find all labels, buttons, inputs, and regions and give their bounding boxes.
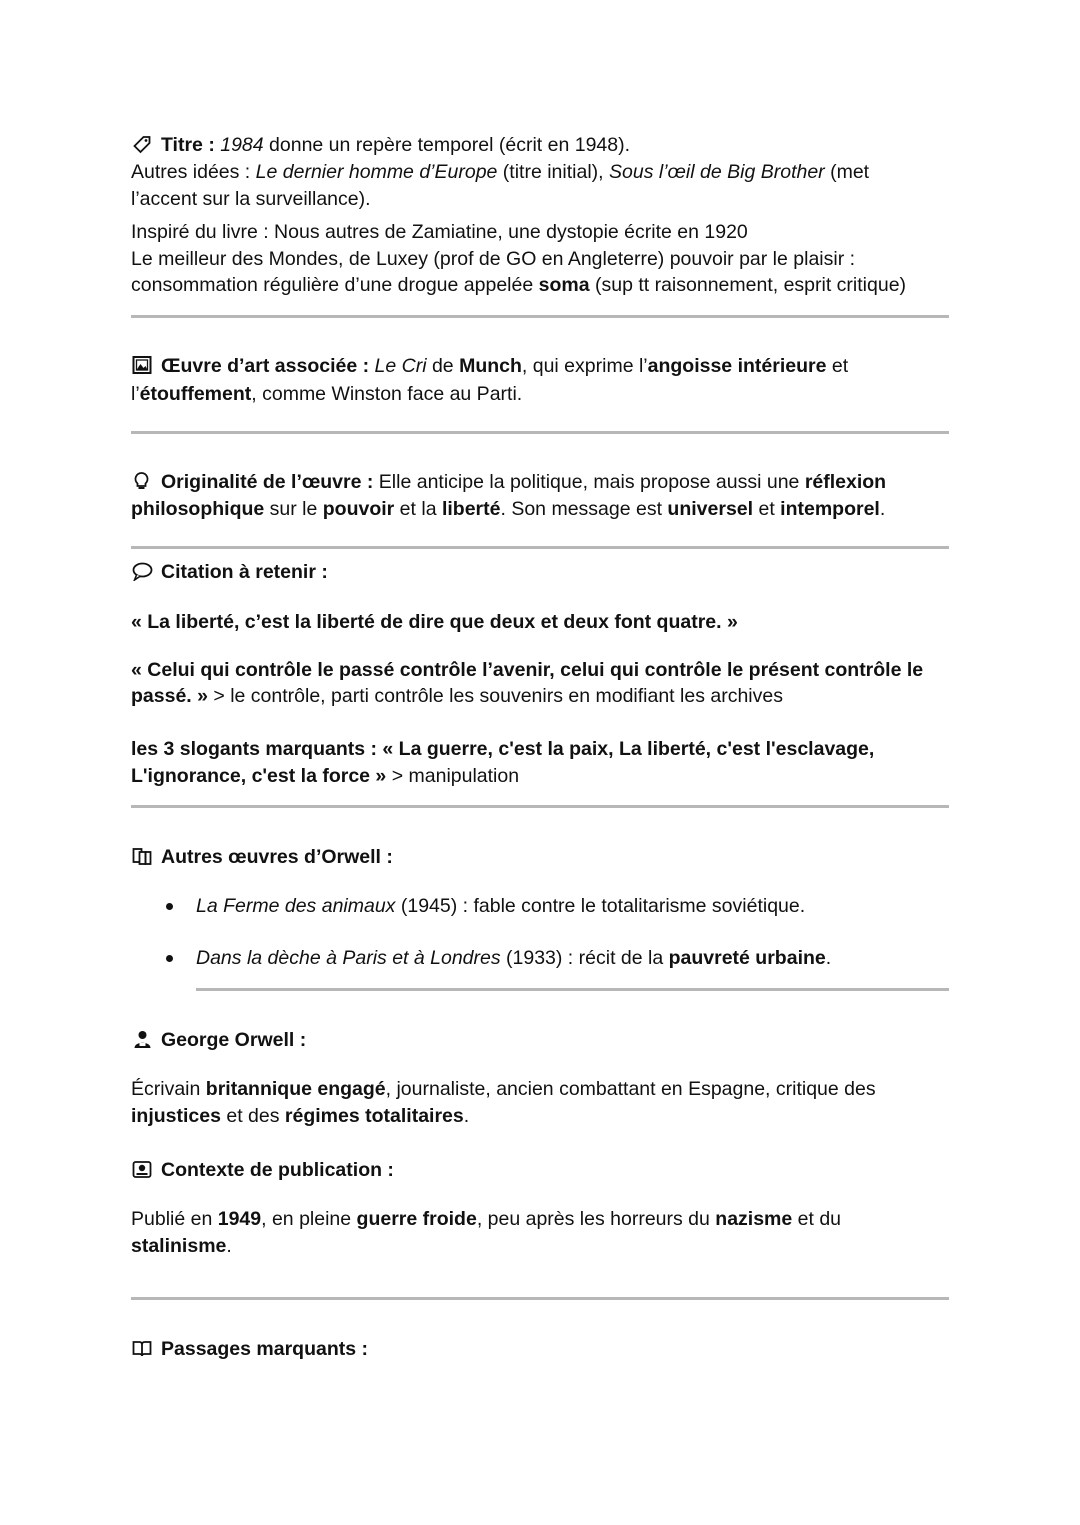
text-run: .	[879, 498, 886, 520]
text-run: . Son message est	[500, 498, 668, 520]
text-run: passé. »	[131, 685, 208, 707]
text-run: philosophique	[131, 498, 265, 520]
other-works-heading	[131, 844, 393, 870]
text-run: universel	[667, 498, 754, 520]
text-run: Titre :	[161, 134, 221, 156]
text-run: régimes totalitaires	[284, 1105, 464, 1127]
text-run: sur le	[264, 498, 323, 520]
text-run: Elle anticipe la politique, mais propose aussi une	[378, 471, 805, 493]
text-run: étouffement	[139, 383, 252, 405]
text-run: soma	[538, 274, 590, 296]
text-run: , comme Winston face au Parti.	[251, 383, 523, 405]
text-run: Dans la dèche à Paris et à Londres	[196, 947, 501, 969]
text-run: donne un repère temporel (écrit en 1948).	[263, 134, 631, 156]
text-run: Inspiré du livre : Nous autres de Zamiatine, une dystopie écrite en 1920	[131, 221, 748, 243]
text-line	[131, 736, 874, 762]
text-run: « La liberté, c’est la liberté de dire que deux et deux font quatre. »	[131, 611, 738, 633]
text-run: .	[226, 1235, 232, 1257]
text-run: Le Cri	[374, 355, 427, 377]
divider	[131, 1297, 949, 1300]
originality-heading	[131, 469, 886, 495]
text-run: Contexte de publication :	[161, 1159, 394, 1181]
text-line	[131, 683, 783, 709]
text-run: George Orwell :	[161, 1029, 307, 1051]
text-run: l’	[131, 383, 140, 405]
books-icon	[131, 846, 153, 866]
text-run: pauvreté urbaine	[668, 947, 826, 969]
text-run: liberté	[441, 498, 501, 520]
artwork-heading	[131, 353, 848, 379]
text-run: (sup tt raisonnement, esprit critique)	[589, 274, 907, 296]
text-run: pouvoir	[322, 498, 395, 520]
newspaper-icon	[131, 1159, 153, 1179]
text-run: britannique engagé	[205, 1078, 386, 1100]
text-run: (1933) : récit de la	[500, 947, 669, 969]
text-run: l’accent sur la surveillance).	[131, 188, 371, 210]
text-run: Écrivain	[131, 1078, 206, 1100]
text-line	[131, 1076, 876, 1102]
open-book-icon	[131, 1338, 153, 1358]
quote-line	[131, 609, 738, 635]
text-line	[131, 381, 522, 407]
text-line	[131, 219, 748, 245]
text-run: intemporel	[780, 498, 880, 520]
text-run: stalinisme	[131, 1235, 227, 1257]
text-run: et des	[220, 1105, 285, 1127]
text-line	[131, 246, 855, 272]
text-run: > manipulation	[386, 765, 520, 787]
divider	[131, 315, 949, 318]
text-run: Le dernier homme d’Europe	[255, 161, 498, 183]
text-run: angoisse intérieure	[647, 355, 827, 377]
list-item	[196, 893, 805, 919]
text-run: Œuvre d’art associée :	[161, 355, 375, 377]
text-run: , journaliste, ancien combattant en Espagne, critique des	[385, 1078, 876, 1100]
text-run: Sous l’œil de Big Brother	[609, 161, 825, 183]
person-icon	[131, 1029, 153, 1049]
divider	[131, 431, 949, 434]
framed-picture-icon	[131, 355, 153, 375]
text-line	[131, 1103, 469, 1129]
list-item	[196, 945, 831, 971]
text-run: Originalité de l’œuvre :	[161, 471, 379, 493]
text-run: (1945) : fable contre le totalitarisme soviétique.	[395, 895, 806, 917]
text-line	[131, 159, 869, 185]
text-run: nazisme	[715, 1208, 793, 1230]
author-heading	[131, 1027, 306, 1053]
text-run: « Celui qui contrôle le passé contrôle l’avenir, celui qui contrôle le présent contrôle le	[131, 659, 924, 681]
bullet	[166, 955, 173, 962]
text-line	[131, 1206, 841, 1232]
text-line	[131, 272, 906, 298]
text-run: de	[426, 355, 460, 377]
text-run: , qui exprime l’	[521, 355, 648, 377]
text-run: Le meilleur des Mondes, de Luxey (prof de GO en Angleterre) pouvoir par le plaisir :	[131, 248, 856, 270]
text-run: et	[753, 498, 781, 520]
text-run: , peu après les horreurs du	[476, 1208, 716, 1230]
divider	[196, 988, 949, 991]
text-run: Publié en	[131, 1208, 218, 1230]
text-run: 1984	[220, 134, 264, 156]
text-run: consommation régulière d’une drogue appelée	[131, 274, 539, 296]
text-run: réflexion	[804, 471, 887, 493]
divider	[131, 805, 949, 808]
text-run: (met	[824, 161, 870, 183]
text-run: et	[826, 355, 849, 377]
text-line	[131, 763, 519, 789]
text-run: Autres œuvres d’Orwell :	[161, 846, 393, 868]
text-run: Autres idées :	[131, 161, 256, 183]
text-run: guerre froide	[356, 1208, 477, 1230]
text-line	[131, 496, 885, 522]
text-run: 1949	[217, 1208, 262, 1230]
text-run: Citation à retenir :	[161, 561, 328, 583]
text-run: La Ferme des animaux	[196, 895, 396, 917]
lightbulb-icon	[131, 471, 153, 491]
tag-icon	[131, 134, 153, 154]
text-run: .	[463, 1105, 470, 1127]
text-run: Munch	[459, 355, 522, 377]
divider	[131, 546, 949, 549]
text-run: L'ignorance, c'est la force »	[131, 765, 387, 787]
bullet	[166, 903, 173, 910]
title-heading	[131, 132, 630, 158]
text-run: , en pleine	[261, 1208, 357, 1230]
text-line	[131, 1233, 232, 1259]
text-run: injustices	[131, 1105, 221, 1127]
text-run: .	[825, 947, 832, 969]
text-run: les 3 slogants marquants : « La guerre, c'est la paix, La liberté, c'est l'esclavage,	[131, 738, 875, 760]
text-line	[131, 186, 371, 212]
text-run: Passages marquants :	[161, 1338, 369, 1360]
quote-line	[131, 657, 923, 683]
passages-heading	[131, 1336, 368, 1362]
text-run: et du	[792, 1208, 842, 1230]
context-heading	[131, 1157, 394, 1183]
text-run: (titre initial),	[497, 161, 609, 183]
text-run: > le contrôle, parti contrôle les souvenirs en modifiant les archives	[207, 685, 783, 707]
text-run: et la	[394, 498, 442, 520]
speech-bubble-icon	[131, 561, 153, 581]
quote-heading	[131, 559, 328, 585]
